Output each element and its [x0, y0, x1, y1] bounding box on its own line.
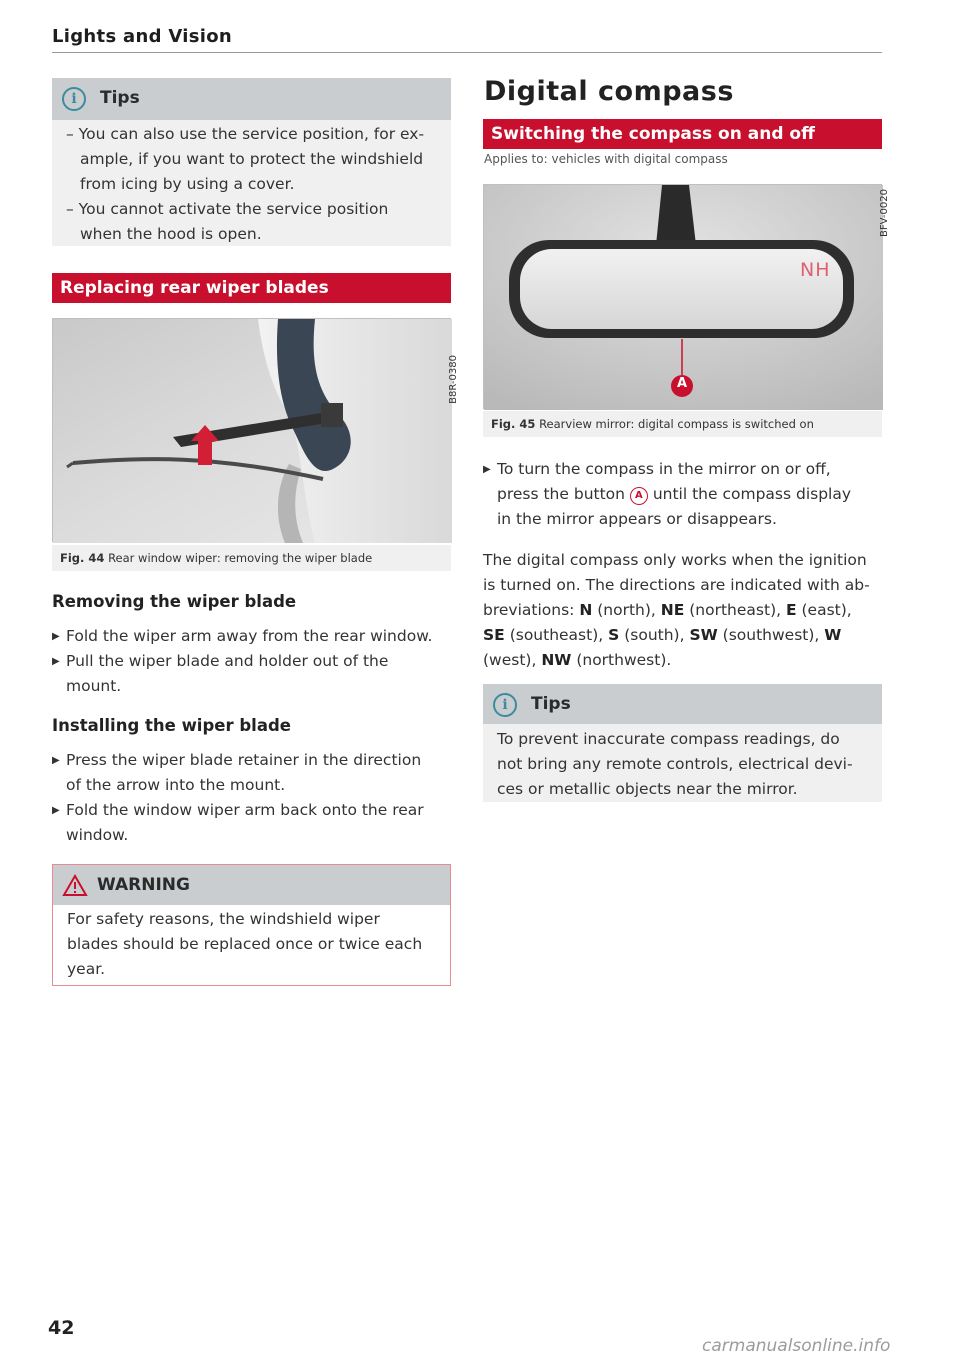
- callout-a: A: [676, 376, 688, 391]
- figure-caption-text: Rear window wiper: removing the wiper blade: [108, 551, 373, 565]
- info-icon: i: [493, 693, 517, 717]
- applies-to: Applies to: vehicles with digital compass: [484, 152, 728, 166]
- page-heading-compass: Digital compass: [484, 76, 734, 107]
- subheading-installing: Installing the wiper blade: [52, 716, 291, 735]
- step-continuation: window.: [66, 826, 129, 844]
- warning-line: blades should be replaced once or twice each: [67, 935, 423, 953]
- paragraph-line: SE (southeast), S (south), SW (southwest), W: [483, 626, 842, 644]
- step-arrow-icon: ▶: [483, 464, 491, 475]
- paragraph-line: is turned on. The directions are indicated with ab-: [483, 576, 870, 594]
- warning-line: year.: [67, 960, 106, 978]
- tips-label: Tips: [100, 88, 140, 108]
- warning-box: [52, 864, 451, 986]
- tips-box: [483, 684, 882, 802]
- step: ▶ Fold the wiper arm away from the rear window.: [52, 624, 432, 649]
- figure-code: B8R-0380: [448, 355, 459, 404]
- page-number: 42: [48, 1317, 75, 1339]
- step: ▶ Press the wiper blade retainer in the direction: [52, 748, 421, 773]
- tips-line: ample, if you want to protect the windshield: [80, 150, 424, 168]
- paragraph-line: (west), NW (northwest).: [483, 651, 672, 669]
- tips-line: – You can also use the service position, for ex-: [66, 125, 425, 143]
- running-header: Lights and Vision: [52, 26, 232, 47]
- warning-line: For safety reasons, the windshield wiper: [67, 910, 380, 928]
- tips-line: not bring any remote controls, electrical devi-: [497, 755, 853, 773]
- header-rule: [52, 52, 882, 53]
- info-icon: i: [62, 87, 86, 111]
- tips-line: when the hood is open.: [80, 225, 262, 243]
- step-continuation: mount.: [66, 677, 122, 695]
- tips-label: Tips: [531, 694, 571, 714]
- step-arrow-icon: ▶: [52, 631, 60, 642]
- warning-triangle-icon: [63, 875, 87, 896]
- tips-line: To prevent inaccurate compass readings, do: [497, 730, 840, 748]
- step-arrow-icon: ▶: [52, 805, 60, 816]
- figure-number: Fig. 45: [491, 417, 536, 431]
- figure-code: BFV-0020: [879, 189, 890, 237]
- step-arrow-icon: ▶: [52, 656, 60, 667]
- figure-caption: [483, 411, 882, 437]
- tips-line: from icing by using a cover.: [80, 175, 295, 193]
- watermark: carmanualsonline.info: [702, 1336, 891, 1356]
- paragraph-line: The digital compass only works when the ignition: [483, 551, 867, 569]
- step: ▶ Pull the wiper blade and holder out of the: [52, 649, 388, 674]
- section-title-rear-wiper: Replacing rear wiper blades: [52, 273, 451, 303]
- tips-header: [483, 684, 882, 724]
- figure-number: Fig. 44: [60, 551, 105, 565]
- tips-box: [52, 78, 451, 246]
- step-continuation: in the mirror appears or disappears.: [497, 510, 777, 528]
- compass-display: NH: [800, 259, 831, 281]
- figure-45: [483, 184, 890, 409]
- step-continuation: of the arrow into the mount.: [66, 776, 286, 794]
- tips-line: ces or metallic objects near the mirror.: [497, 780, 798, 798]
- warning-header: [53, 865, 450, 905]
- wiper-illustration: [53, 319, 452, 543]
- figure-caption: [52, 545, 451, 571]
- step: ▶ To turn the compass in the mirror on or off,: [483, 457, 831, 482]
- tips-line: – You cannot activate the service position: [66, 200, 389, 218]
- figure-caption-text: Rearview mirror: digital compass is switched on: [539, 417, 814, 431]
- button-a-callout-icon: A: [630, 487, 648, 505]
- step-arrow-icon: ▶: [52, 755, 60, 766]
- section-title-compass: Switching the compass on and off: [483, 119, 882, 149]
- subheading-removing: Removing the wiper blade: [52, 592, 297, 611]
- tips-header: [52, 78, 451, 120]
- paragraph-line: breviations: N (north), NE (northeast), E (east),: [483, 601, 852, 619]
- warning-label: WARNING: [97, 875, 190, 895]
- figure-44: [52, 318, 459, 542]
- step-continuation: press the button A until the compass display: [497, 485, 852, 503]
- step: ▶ Fold the window wiper arm back onto the rear: [52, 798, 424, 823]
